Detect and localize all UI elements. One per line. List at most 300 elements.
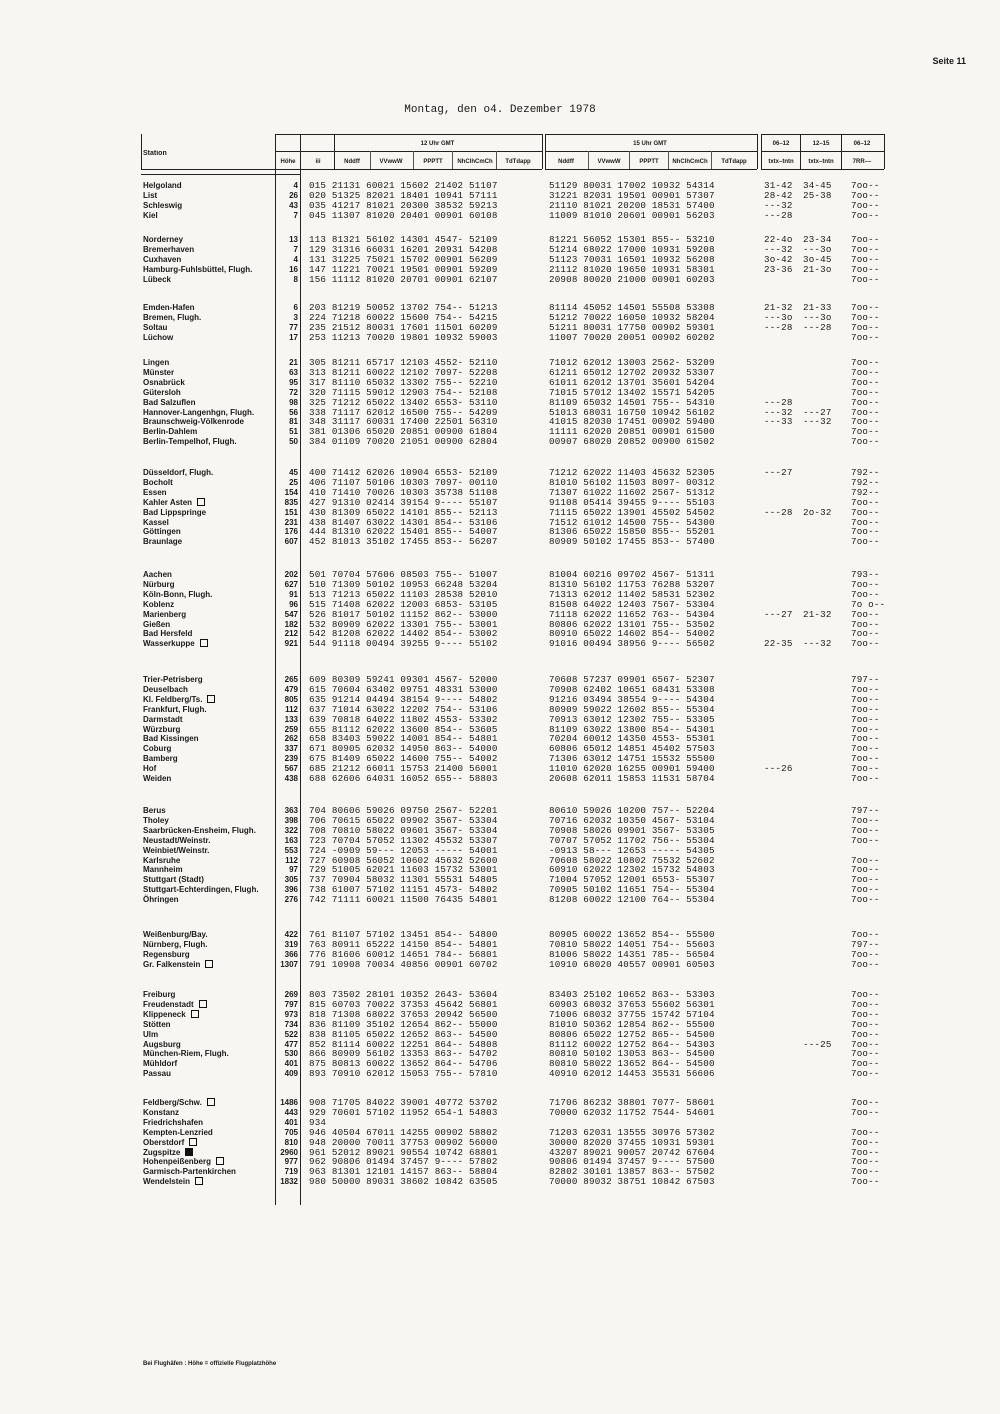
- range-06-12: ---32: [764, 243, 793, 255]
- obs-15-uhr: 60806 65012 14851 45402 57503: [549, 743, 715, 755]
- station-name: [143, 774, 275, 783]
- obs-12-uhr: 803 73502 28101 10352 2643- 53604: [309, 989, 498, 1000]
- range-06-12: 22-35: [764, 638, 793, 650]
- obs-12-uhr: 427 91310 02414 39154 9---- 55107: [309, 496, 498, 508]
- obs-12-uhr: 729 51005 62021 11603 15732 53001: [309, 864, 498, 876]
- station-hoehe: 154: [284, 487, 298, 497]
- rr-06-12: 7oo--: [851, 1136, 880, 1148]
- station-hoehe: 259: [284, 724, 298, 734]
- obs-15-uhr: 81004 60216 09702 4567- 51311: [549, 569, 715, 580]
- rr-06-12: 7oo--: [851, 506, 880, 518]
- obs-12-uhr: 615 70604 63402 09751 48331 53000: [309, 683, 498, 695]
- obs-12-uhr: 510 71309 50102 10953 66248 53204: [309, 578, 498, 590]
- rr-06-12: 7oo--: [851, 1126, 880, 1138]
- obs-12-uhr: 532 80909 62022 13301 755-- 53001: [309, 618, 498, 630]
- station-label: Braunlage: [143, 537, 183, 547]
- range-12-15: 23-34: [803, 234, 832, 245]
- station-name: [143, 358, 275, 367]
- station-name: [143, 990, 275, 999]
- station-hoehe: 319: [284, 939, 298, 949]
- obs-12-uhr: 708 70810 58022 09601 3567- 53304: [309, 824, 498, 836]
- station-name: [143, 303, 275, 312]
- obs-15-uhr: 81006 58022 14351 785-- 56504: [549, 948, 715, 960]
- square-icon: [189, 1138, 197, 1146]
- rr-06-12: 7oo--: [851, 1097, 880, 1108]
- header-tdtdapp-12: TdTdapp: [505, 159, 531, 165]
- obs-12-uhr: 035 41217 81021 20300 38532 59213: [309, 199, 498, 211]
- station-label: Lübeck: [143, 274, 172, 284]
- obs-15-uhr: 91108 05414 39455 9---- 55103: [549, 496, 715, 508]
- obs-15-uhr: 80905 60022 13652 854-- 55500: [549, 929, 715, 940]
- rr-06-12: 7oo--: [851, 1058, 880, 1070]
- station-name: [143, 1177, 275, 1186]
- station-label: Bremen, Flugh.: [143, 312, 202, 322]
- obs-15-uhr: 71706 86232 38801 7077- 58601: [549, 1097, 715, 1108]
- obs-12-uhr: 723 70704 57052 11302 45532 53307: [309, 834, 498, 846]
- station-name: [143, 1167, 275, 1176]
- station-hoehe: 262: [284, 734, 298, 744]
- station-label: Garmisch-Partenkirchen: [143, 1167, 236, 1177]
- station-name: [143, 875, 275, 884]
- obs-12-uhr: 501 70704 57606 08503 755-- 51007: [309, 569, 498, 580]
- range-12-15: ---32: [803, 638, 832, 650]
- rr-06-12: 7oo--: [851, 253, 880, 265]
- range-06-12: ---28: [764, 396, 793, 408]
- obs-12-uhr: 737 70904 58032 11301 55531 54805: [309, 874, 498, 886]
- header-vvwww-15: VVwwW: [597, 159, 621, 165]
- obs-12-uhr: 836 81109 35102 12654 862-- 55000: [309, 1018, 498, 1030]
- rr-06-12: 793--: [851, 569, 880, 580]
- station-name: [143, 570, 275, 579]
- station-label: Soltau: [143, 322, 168, 332]
- obs-15-uhr: 80810 50102 13053 863-- 54500: [549, 1048, 715, 1060]
- station-label: Hof: [143, 764, 157, 774]
- station-hoehe: 202: [284, 570, 298, 579]
- station-label: Würzburg: [143, 724, 181, 734]
- obs-15-uhr: 81508 64022 12403 7567- 53304: [549, 598, 715, 610]
- obs-12-uhr: 893 70910 62012 15053 755-- 57810: [309, 1068, 498, 1080]
- obs-15-uhr: 60910 62022 12302 15732 54803: [549, 864, 715, 876]
- header-rr: 7RR––: [852, 159, 872, 165]
- station-label: München-Riem, Flugh.: [143, 1049, 229, 1059]
- obs-15-uhr: 70608 57237 09901 6567- 52307: [549, 674, 715, 685]
- station-hoehe: 43: [289, 200, 298, 210]
- station-name: [143, 1148, 275, 1157]
- range-12-15: ---3o: [803, 311, 832, 323]
- rr-06-12: 7oo--: [851, 773, 880, 784]
- station-label: Cuxhaven: [143, 254, 182, 264]
- obs-15-uhr: 51123 70031 16501 10932 56208: [549, 253, 715, 265]
- obs-12-uhr: 609 80309 59241 09301 4567- 52000: [309, 674, 498, 685]
- station-name: [143, 1030, 275, 1039]
- station-hoehe: 1307: [280, 959, 298, 969]
- station-hoehe: 133: [284, 714, 298, 724]
- obs-12-uhr: 706 70615 65022 09902 3567- 53304: [309, 814, 498, 826]
- station-label: Bad Lippspringe: [143, 507, 207, 517]
- station-label: Marienberg: [143, 609, 187, 619]
- rr-06-12: 7oo--: [851, 406, 880, 418]
- rr-06-12: 797--: [851, 674, 880, 685]
- obs-12-uhr: 738 61007 57102 11151 4573- 54802: [309, 884, 498, 896]
- station-hoehe: 2960: [280, 1147, 298, 1157]
- obs-15-uhr: 41015 82030 17451 00902 59400: [549, 416, 715, 428]
- station-label: Trier-Petrisberg: [143, 675, 203, 684]
- square-icon: [195, 1177, 203, 1185]
- rr-06-12: 7oo--: [851, 416, 880, 428]
- obs-12-uhr: 410 71410 70026 10303 35738 51108: [309, 486, 498, 498]
- station-hoehe: 17: [289, 332, 298, 342]
- station-label: Lingen: [143, 358, 170, 367]
- station-hoehe: 7: [293, 244, 298, 254]
- station-hoehe: 3: [293, 312, 298, 322]
- station-label: Nürburg: [143, 579, 175, 589]
- rr-06-12: 792--: [851, 467, 880, 478]
- station-hoehe: 163: [284, 835, 298, 845]
- range-12-15: ---27: [803, 406, 832, 418]
- obs-15-uhr: 43207 89021 90057 20742 67604: [549, 1146, 715, 1158]
- station-hoehe: 363: [284, 806, 298, 815]
- grid-line: [761, 134, 884, 135]
- station-hoehe: 805: [284, 694, 298, 704]
- station-hoehe: 705: [284, 1127, 298, 1137]
- rr-06-12: 7oo--: [851, 608, 880, 620]
- obs-15-uhr: 81109 63022 13800 854-- 54301: [549, 723, 715, 735]
- obs-12-uhr: 430 81309 65022 14101 855-- 52113: [309, 506, 498, 518]
- station-name: [143, 398, 275, 407]
- obs-12-uhr: 235 21512 80031 17601 11501 60209: [309, 321, 498, 333]
- station-label: Koblenz: [143, 599, 175, 609]
- obs-12-uhr: 875 80813 60022 13652 864-- 54706: [309, 1058, 498, 1070]
- station-name: [143, 265, 275, 274]
- rr-06-12: 7oo--: [851, 1146, 880, 1158]
- obs-15-uhr: -0913 58--- 12653 ----- 54305: [549, 844, 715, 856]
- rr-06-12: 7oo--: [851, 693, 880, 705]
- header-nhclcmch-12: NhClhCmCh: [457, 159, 493, 165]
- station-name: [143, 275, 275, 284]
- range-12-15: 21-33: [803, 302, 832, 313]
- square-icon: [207, 695, 215, 703]
- station-label: Ulm: [143, 1029, 159, 1039]
- station-label: Kahler Asten: [143, 497, 193, 507]
- obs-12-uhr: 776 81606 60012 14651 784-- 56801: [309, 948, 498, 960]
- obs-12-uhr: 129 31316 66031 16201 20931 54208: [309, 243, 498, 255]
- range-12-15: 2o-32: [803, 506, 832, 518]
- obs-12-uhr: 338 71117 62012 16500 755-- 54209: [309, 406, 498, 418]
- footnote: Bei Flughäfen : Höhe = offizielle Flugplatzhöhe: [143, 1361, 277, 1367]
- rr-06-12: 7oo--: [851, 958, 880, 970]
- station-name: [143, 725, 275, 734]
- station-name: [143, 488, 275, 497]
- obs-15-uhr: 70913 63012 12302 755-- 53305: [549, 713, 715, 725]
- rr-06-12: 7oo--: [851, 536, 880, 548]
- filled-square-icon: [185, 1148, 193, 1156]
- station-hoehe: 366: [284, 949, 298, 959]
- station-label: Stuttgart (Stadt): [143, 875, 204, 885]
- station-name: [143, 1010, 275, 1019]
- station-hoehe: 479: [284, 684, 298, 694]
- station-label: Wendelstein: [143, 1177, 190, 1187]
- rr-06-12: 7oo--: [851, 1038, 880, 1050]
- station-hoehe: 607: [284, 537, 298, 547]
- station-label: Hannover-Langenhgn, Flugh.: [143, 407, 255, 417]
- station-name: [143, 685, 275, 694]
- header-tmax-tmin-1: txtx–tntn: [768, 159, 794, 165]
- rr-06-12: 797--: [851, 805, 880, 816]
- range-06-12: ---27: [764, 608, 793, 620]
- station-label: List: [143, 190, 158, 200]
- station-label: Göttingen: [143, 527, 181, 537]
- station-hoehe: 56: [289, 407, 298, 417]
- rr-06-12: 7oo--: [851, 578, 880, 590]
- obs-15-uhr: 70908 58026 09901 3567- 53305: [549, 824, 715, 836]
- station-hoehe: 4: [293, 181, 298, 190]
- obs-12-uhr: 635 91214 04494 38154 9---- 54802: [309, 693, 498, 705]
- station-label: Berlin-Dahlem: [143, 427, 198, 437]
- obs-12-uhr: 724 -0909 59--- 12053 ----- 54001: [309, 844, 498, 856]
- rr-06-12: 7oo--: [851, 321, 880, 333]
- range-12-15: ---28: [803, 321, 832, 333]
- station-hoehe: 797: [284, 999, 298, 1009]
- station-hoehe: 50: [289, 437, 298, 447]
- station-label: Emden-Hafen: [143, 303, 195, 312]
- station-label: Gr. Falkenstein: [143, 959, 201, 969]
- obs-12-uhr: 444 81310 62022 15401 855-- 54007: [309, 526, 498, 538]
- obs-12-uhr: 685 21212 66011 15753 21400 56001: [309, 763, 498, 775]
- obs-12-uhr: 438 81407 63022 14301 854-- 53106: [309, 516, 498, 528]
- obs-15-uhr: 70204 60012 14350 4553- 55301: [549, 733, 715, 745]
- rr-06-12: 7oo--: [851, 436, 880, 448]
- grid-line: [275, 151, 542, 152]
- rr-06-12: 7oo--: [851, 1176, 880, 1188]
- station-name: [143, 610, 275, 619]
- rr-06-12: 7oo--: [851, 834, 880, 846]
- rr-06-12: 7oo--: [851, 1156, 880, 1168]
- station-hoehe: 112: [285, 855, 298, 865]
- station-name: [143, 950, 275, 959]
- rr-06-12: 7oo--: [851, 273, 880, 285]
- station-hoehe: 95: [289, 377, 298, 387]
- obs-12-uhr: 655 81112 62022 13600 854-- 53605: [309, 723, 498, 735]
- grid-line: [757, 134, 758, 169]
- obs-15-uhr: 70608 58022 10802 75532 52602: [549, 854, 715, 866]
- station-hoehe: 276: [284, 895, 298, 905]
- rr-06-12: 7oo--: [851, 180, 880, 191]
- station-name: [143, 960, 275, 969]
- station-hoehe: 921: [284, 639, 298, 649]
- rr-06-12: 7oo--: [851, 331, 880, 343]
- station-name: [143, 498, 275, 507]
- rr-06-12: 7oo--: [851, 376, 880, 388]
- obs-15-uhr: 70000 89032 38751 10842 67503: [549, 1176, 715, 1188]
- obs-12-uhr: 384 01109 70020 21051 00900 62804: [309, 436, 498, 448]
- grid-line: [545, 151, 757, 152]
- station-name: [143, 639, 275, 648]
- station-name: [143, 1128, 275, 1137]
- station-label: Berlin-Tempelhof, Flugh.: [143, 437, 237, 447]
- station-name: [143, 865, 275, 874]
- obs-15-uhr: 71307 61022 11602 2567- 51312: [549, 486, 715, 498]
- obs-15-uhr: 11007 70020 20051 00902 60202: [549, 331, 715, 343]
- obs-12-uhr: 688 62606 64031 16052 655-- 58803: [309, 773, 498, 784]
- station-name: [143, 1118, 275, 1127]
- obs-15-uhr: 81114 45052 14501 55508 53308: [549, 302, 715, 313]
- range-06-12: ---28: [764, 506, 793, 518]
- station-label: Tholey: [143, 815, 169, 825]
- station-name: [143, 378, 275, 387]
- station-label: Bamberg: [143, 754, 178, 764]
- obs-12-uhr: 704 80606 59026 09750 2567- 52201: [309, 805, 498, 816]
- station-label: Friedrichshafen: [143, 1117, 204, 1127]
- obs-15-uhr: 71118 62022 11652 763-- 54304: [549, 608, 715, 620]
- obs-15-uhr: 81306 65022 15850 855-- 55201: [549, 526, 715, 538]
- rr-06-12: 7oo--: [851, 628, 880, 640]
- obs-15-uhr: 21112 81020 19650 10931 58301: [549, 263, 715, 275]
- range-06-12: 23-36: [764, 263, 793, 275]
- station-label: Regensburg: [143, 949, 190, 959]
- station-name: [143, 313, 275, 322]
- range-06-12: 31-42: [764, 180, 793, 191]
- station-label: Essen: [143, 487, 167, 497]
- station-name: [143, 940, 275, 949]
- station-label: Kempten-Lenzried: [143, 1127, 213, 1137]
- obs-12-uhr: 929 70601 57102 11952 654-1 54803: [309, 1106, 498, 1118]
- station-name: [143, 427, 275, 436]
- rr-06-12: 7oo--: [851, 824, 880, 836]
- station-name: [143, 201, 275, 210]
- obs-12-uhr: 147 11221 70021 19501 00901 59209: [309, 263, 498, 275]
- obs-12-uhr: 515 71408 62022 12003 6853- 53105: [309, 598, 498, 610]
- rr-06-12: 7oo--: [851, 948, 880, 960]
- rr-06-12: 792--: [851, 486, 880, 498]
- station-name: [143, 629, 275, 638]
- rr-06-12: 7oo--: [851, 526, 880, 538]
- obs-12-uhr: 020 51325 82021 18401 10941 57111: [309, 189, 498, 201]
- station-hoehe: 21: [289, 358, 298, 367]
- header-12-uhr-gmt: 12 Uhr GMT: [420, 141, 455, 147]
- grid-line: [542, 134, 543, 169]
- station-name: [143, 508, 275, 517]
- station-name: [143, 181, 275, 190]
- square-icon: [216, 1157, 224, 1165]
- header-range-1: 06–12: [772, 141, 790, 147]
- grid-line: [761, 169, 884, 170]
- obs-15-uhr: 80810 58022 13652 864-- 54500: [549, 1058, 715, 1070]
- station-label: Mühldorf: [143, 1059, 178, 1069]
- station-hoehe: 547: [284, 609, 298, 619]
- station-hoehe: 231: [284, 517, 298, 527]
- header-station: Station: [143, 150, 167, 157]
- obs-12-uhr: 452 81013 35102 17455 853-- 56207: [309, 536, 498, 548]
- station-label: Hamburg-Fuhlsbüttel, Flugh.: [143, 264, 253, 274]
- obs-12-uhr: 381 01306 65020 20851 00900 61804: [309, 426, 498, 438]
- obs-15-uhr: 30000 82020 37455 10931 59301: [549, 1136, 715, 1148]
- station-name: [143, 323, 275, 332]
- station-label: Norderney: [143, 235, 184, 244]
- rr-06-12: 7oo--: [851, 753, 880, 765]
- obs-12-uhr: 637 71014 63022 12202 754-- 53106: [309, 703, 498, 715]
- square-icon: [191, 1010, 199, 1018]
- rr-06-12: 7oo--: [851, 189, 880, 201]
- obs-15-uhr: 00907 68020 20852 00900 61502: [549, 436, 715, 448]
- obs-15-uhr: 83403 25102 10652 863-- 53303: [549, 989, 715, 1000]
- obs-12-uhr: 961 52012 89021 90554 10742 68801: [309, 1146, 498, 1158]
- station-label: Köln-Bonn, Flugh.: [143, 589, 213, 599]
- obs-12-uhr: 963 81301 12101 14157 863-- 58804: [309, 1166, 498, 1178]
- rr-06-12: 7oo--: [851, 1018, 880, 1030]
- grid-line: [545, 169, 757, 170]
- obs-15-uhr: 11009 81010 20601 00901 56203: [549, 209, 715, 221]
- station-label: Lüchow: [143, 332, 174, 342]
- obs-15-uhr: 60903 68032 37653 55602 56301: [549, 998, 715, 1010]
- station-hoehe: 6: [293, 303, 298, 312]
- station-name: [143, 1059, 275, 1068]
- obs-12-uhr: 761 81107 57102 13451 854-- 54800: [309, 929, 498, 940]
- station-hoehe: 26: [289, 190, 298, 200]
- station-label: Wasserkuppe: [143, 639, 195, 649]
- station-hoehe: 16: [289, 264, 298, 274]
- station-name: [143, 191, 275, 200]
- station-label: Oberstdorf: [143, 1137, 185, 1147]
- station-label: Düsseldorf, Flugh.: [143, 468, 214, 477]
- range-06-12: ---27: [764, 467, 793, 478]
- rr-06-12: 7oo--: [851, 894, 880, 906]
- station-name: [143, 368, 275, 377]
- station-hoehe: 91: [289, 589, 298, 599]
- station-label: Weißenburg/Bay.: [143, 930, 208, 939]
- station-label: Neustadt/Weinstr.: [143, 835, 211, 845]
- station-name: [143, 705, 275, 714]
- station-name: [143, 754, 275, 763]
- station-label: Gießen: [143, 619, 171, 629]
- obs-15-uhr: 71512 61012 14500 755-- 54300: [549, 516, 715, 528]
- obs-15-uhr: 81112 60022 12752 864-- 54303: [549, 1038, 715, 1050]
- station-label: Konstanz: [143, 1107, 179, 1117]
- station-label: Weinbiet/Weinstr.: [143, 845, 210, 855]
- station-hoehe: 8: [293, 274, 298, 284]
- station-name: [143, 764, 275, 773]
- station-hoehe: 734: [284, 1019, 298, 1029]
- range-12-15: 34-45: [803, 180, 832, 191]
- station-label: Darmstadt: [143, 714, 183, 724]
- grid-line: [141, 174, 300, 175]
- station-hoehe: 51: [289, 427, 298, 437]
- station-label: Stötten: [143, 1019, 171, 1029]
- station-name: [143, 675, 275, 684]
- station-hoehe: 239: [284, 754, 298, 764]
- obs-12-uhr: 675 81409 65022 14600 755-- 54002: [309, 753, 498, 765]
- station-label: Feldberg/Schw.: [143, 1098, 202, 1107]
- station-label: Bocholt: [143, 477, 173, 487]
- header-ppptt-15: PPPTT: [639, 159, 659, 165]
- station-hoehe: 530: [284, 1049, 298, 1059]
- header-15-uhr-gmt: 15 Uhr GMT: [633, 141, 667, 147]
- obs-12-uhr: 791 10908 70034 40856 00901 60702: [309, 958, 498, 970]
- square-icon: [200, 639, 208, 647]
- obs-15-uhr: 51013 68031 16750 10942 56102: [549, 406, 715, 418]
- obs-15-uhr: 80806 62022 13101 755-- 53502: [549, 618, 715, 630]
- station-hoehe: 77: [289, 322, 298, 332]
- obs-15-uhr: 81221 56052 15301 855-- 53210: [549, 234, 715, 245]
- station-hoehe: 627: [284, 579, 298, 589]
- station-name: [143, 846, 275, 855]
- station-name: [143, 245, 275, 254]
- obs-12-uhr: 156 11112 81020 20701 00901 62107: [309, 273, 498, 285]
- station-name: [143, 1040, 275, 1049]
- page-title: Montag, den o4. Dezember 1978: [404, 104, 596, 116]
- station-hoehe: 63: [289, 367, 298, 377]
- station-name: [143, 1157, 275, 1166]
- header-nhclcmch-15: NhClhCmCh: [672, 159, 708, 165]
